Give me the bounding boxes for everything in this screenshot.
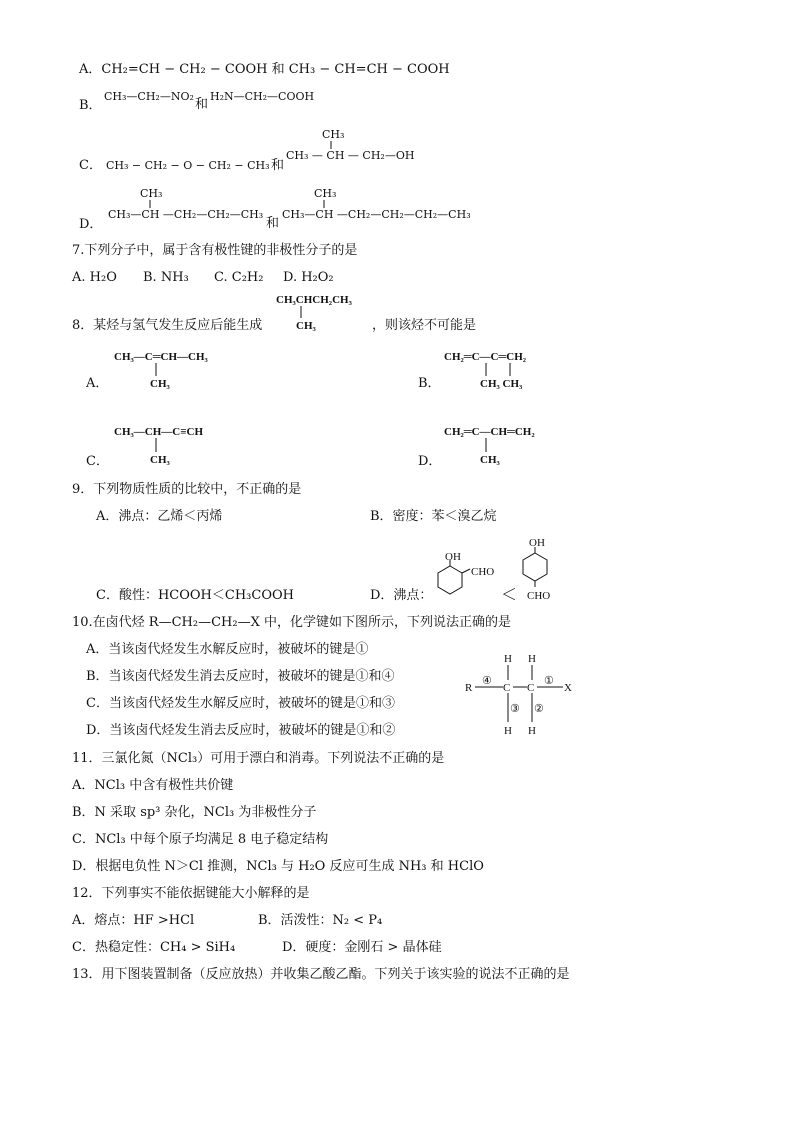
q12-option-c: C．热稳定性：CH₄ > SiH₄ xyxy=(72,940,236,955)
q6-b-left: CH₃—CH₂—NO₂ xyxy=(104,90,194,103)
q8-d-label: D． xyxy=(418,454,442,469)
q7-option-c: C. C₂H₂ xyxy=(214,270,264,285)
fig-bond-2: ② xyxy=(534,703,544,715)
q6-b-right: H₂N—CH₂—COOH xyxy=(210,90,315,103)
q11-option-a: A．NCl₃ 中含有极性共价键 xyxy=(72,778,234,793)
q8-stem-post: ，则该烃不可能是 xyxy=(372,318,477,333)
q7-option-a: A. H₂O xyxy=(72,270,117,285)
q6-a-text: CH₂=CH − CH₂ − COOH 和 CH₃ − CH=CH − COOH xyxy=(101,62,450,77)
q7-option-d: D. H₂O₂ xyxy=(283,270,334,285)
q8-a-branch: CH₃ xyxy=(150,378,170,390)
q8-d-branch: CH₃ xyxy=(480,454,500,466)
q11-stem: 11．三氯化氮（NCl₃）可用于漂白和消毒。下列说法不正确的是 xyxy=(72,751,445,766)
ortho-oh: OH xyxy=(445,551,461,563)
q6-c-right-chain: CH₃ — CH — CH₂—OH xyxy=(286,149,415,162)
q8-c-branch: CH₃ xyxy=(150,454,170,466)
q9-option-a: A．沸点：乙烯＜丙烯 xyxy=(96,509,223,524)
q8-b-label: B． xyxy=(418,376,441,391)
q8-b-branch: CH₃ CH₃ xyxy=(480,378,523,390)
q9-option-c: C．酸性：HCOOH＜CH₃COOH xyxy=(96,588,294,603)
ortho-cho: CHO xyxy=(471,566,495,578)
q12-option-a: A．熔点：HF >HCl xyxy=(72,913,195,928)
q6-c-label: C． xyxy=(79,158,102,173)
q6-c-left: CH₃ − CH₂ − O − CH₂ − CH₃ xyxy=(106,159,270,172)
q12-option-d: D．硬度：金刚石 > 晶体硅 xyxy=(282,940,442,955)
para-oh: OH xyxy=(529,537,545,549)
fig-c1: C xyxy=(503,682,511,694)
q10-option-c: C．当该卤代烃发生水解反应时，被破坏的键是①和③ xyxy=(86,696,395,711)
fig-x: X xyxy=(564,682,572,694)
q8-c-label: C． xyxy=(86,454,109,469)
q8-a-label: A． xyxy=(86,376,109,391)
q6-c-right-ch3: CH₃ xyxy=(322,128,345,141)
q11-option-c: C．NCl₃ 中每个原子均满足 8 电子稳定结构 xyxy=(72,832,329,847)
q8-b-main: CH₂═C—C═CH₂ xyxy=(444,351,527,363)
q8-product-main: CH₃CHCH₂CH₃ xyxy=(276,294,352,306)
q7-stem: 7.下列分子中，属于含有极性键的非极性分子的是 xyxy=(72,243,358,258)
q11-option-d: D．根据电负性 N＞Cl 推测，NCl₃ 与 H₂O 反应可生成 NH₃ 和 HClO xyxy=(72,859,484,874)
q11-option-b: B．N 采取 sp³ 杂化，NCl₃ 为非极性分子 xyxy=(72,805,317,820)
q6-d-label: D． xyxy=(79,217,103,232)
fig-h2: H xyxy=(528,653,536,665)
q6-b-and: 和 xyxy=(195,97,209,112)
q9-stem: 9．下列物质性质的比较中，不正确的是 xyxy=(72,482,302,497)
fig-c2: C xyxy=(527,682,535,694)
fig-h1: H xyxy=(504,653,512,665)
q9-option-d: D．沸点： xyxy=(370,588,433,603)
q9-less-than: ＜ xyxy=(501,587,518,604)
q10-option-d: D．当该卤代烃发生消去反应时，被破坏的键是①和② xyxy=(86,723,396,738)
q10-option-a: A．当该卤代烃发生水解反应时，被破坏的键是① xyxy=(86,642,369,657)
q6-d-and: 和 xyxy=(266,216,280,231)
q10-option-b: B．当该卤代烃发生消去反应时，被破坏的键是①和④ xyxy=(86,669,395,684)
q8-product-branch: CH₃ xyxy=(296,320,316,332)
q8-stem-pre: 8．某烃与氢气发生反应后能生成 xyxy=(72,318,263,333)
q6-d-right: CH₃—CH —CH₂—CH₂—CH₂—CH₃ xyxy=(282,208,471,221)
fig-h3: H xyxy=(504,725,512,737)
q10-stem: 10.在卤代烃 R—CH₂—CH₂—X 中，化学键如下图所示，下列说法正确的是 xyxy=(72,615,511,630)
fig-bond-3: ③ xyxy=(510,703,520,715)
q6-a-label: A． xyxy=(79,62,102,77)
q6-d-left: CH₃—CH —CH₂—CH₂—CH₃ xyxy=(108,208,264,221)
q9-option-b: B．密度：苯＜溴乙烷 xyxy=(370,509,497,524)
q8-a-main: CH₃—C═CH—CH₃ xyxy=(114,351,208,363)
q8-c-main: CH₃—CH—C≡CH xyxy=(114,426,204,438)
q12-option-b: B．活泼性：N₂ < P₄ xyxy=(258,913,383,928)
para-cho: CHO xyxy=(527,590,551,602)
q12-stem: 12．下列事实不能依据键能大小解释的是 xyxy=(72,886,310,901)
q13-stem: 13．用下图装置制备（反应放热）并收集乙酸乙酯。下列关于该实验的说法不正确的是 xyxy=(72,967,570,982)
fig-bond-4: ④ xyxy=(482,675,492,687)
q6-b-label: B． xyxy=(79,98,102,113)
q6-c-and: 和 xyxy=(271,158,285,173)
fig-bond-1: ① xyxy=(544,675,554,687)
q8-d-main: CH₂═C—CH═CH₂ xyxy=(444,426,535,438)
q7-option-b: B. NH₃ xyxy=(143,270,189,285)
q6-d-left-ch3: CH₃ xyxy=(140,187,163,200)
fig-h4: H xyxy=(528,725,536,737)
fig-r: R xyxy=(465,682,473,694)
q6-d-right-ch3: CH₃ xyxy=(314,187,337,200)
